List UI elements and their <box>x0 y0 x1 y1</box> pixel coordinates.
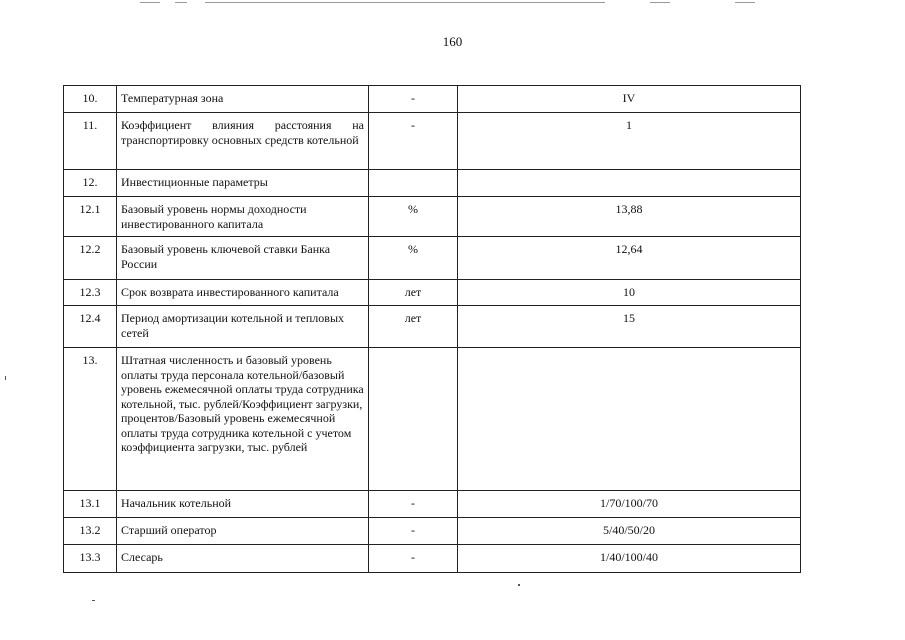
row-number: 13.1 <box>64 491 117 518</box>
scan-speck <box>518 584 520 586</box>
row-number: 12.3 <box>64 280 117 306</box>
row-number: 13. <box>64 348 117 491</box>
row-unit: - <box>369 518 458 545</box>
row-parameter: Базовый уровень нормы доходности инвестированного капитала <box>117 197 369 237</box>
row-number: 13.3 <box>64 545 117 573</box>
scan-rule <box>735 2 755 3</box>
scan-rule <box>140 2 160 3</box>
row-unit: лет <box>369 306 458 348</box>
scan-speck <box>5 376 6 380</box>
row-value: 10 <box>458 280 801 306</box>
table-row <box>64 306 801 348</box>
row-value: 15 <box>458 306 801 348</box>
row-number: 11. <box>64 113 117 170</box>
row-parameter: Слесарь <box>117 545 369 573</box>
table-row <box>64 491 801 518</box>
row-parameter: Срок возврата инвестированного капитала <box>117 280 369 306</box>
scan-rule <box>205 2 605 3</box>
row-value: 13,88 <box>458 197 801 237</box>
row-parameter: Коэффициент влияния расстояния на транспортировку основных средств котельной <box>117 113 369 170</box>
table-row <box>64 86 801 113</box>
row-value: 12,64 <box>458 237 801 280</box>
table-row <box>64 237 801 280</box>
row-unit: - <box>369 86 458 113</box>
row-parameter: Базовый уровень ключевой ставки Банка России <box>117 237 369 280</box>
row-number: 10. <box>64 86 117 113</box>
row-unit: - <box>369 545 458 573</box>
row-parameter: Старший оператор <box>117 518 369 545</box>
row-value: IV <box>458 86 801 113</box>
row-value: 1/40/100/40 <box>458 545 801 573</box>
table-row <box>64 348 801 491</box>
row-parameter: Инвестиционные параметры <box>117 170 369 197</box>
row-parameter: Штатная численность и базовый уровень оплаты труда персонала котельной/базовый уровень ежемесячной оплаты труда сотрудника котельной, тыс. рублей/Коэффициент загрузки, процентов/Базовый уровень ежемесячной оплаты труда сотрудника котельной с учетом коэффициента загрузки, тыс. рублей <box>117 348 369 491</box>
table-row <box>64 170 801 197</box>
table-row <box>64 545 801 573</box>
row-unit <box>369 348 458 491</box>
row-value: 5/40/50/20 <box>458 518 801 545</box>
row-value: 1/70/100/70 <box>458 491 801 518</box>
scan-rule <box>650 2 670 3</box>
table-row <box>64 197 801 237</box>
row-unit <box>369 170 458 197</box>
row-number: 12. <box>64 170 117 197</box>
page-number: 160 <box>442 34 463 49</box>
row-unit: % <box>369 197 458 237</box>
scan-rule <box>175 2 187 3</box>
row-value: 1 <box>458 113 801 170</box>
row-number: 13.2 <box>64 518 117 545</box>
row-number: 12.1 <box>64 197 117 237</box>
table-row <box>64 113 801 170</box>
table-row <box>64 518 801 545</box>
scan-speck <box>92 600 95 601</box>
parameters-table <box>63 85 801 573</box>
row-unit: % <box>369 237 458 280</box>
row-parameter: Начальник котельной <box>117 491 369 518</box>
row-parameter: Период амортизации котельной и тепловых сетей <box>117 306 369 348</box>
table-row <box>64 280 801 306</box>
row-value <box>458 170 801 197</box>
row-unit: - <box>369 491 458 518</box>
row-value <box>458 348 801 491</box>
row-number: 12.4 <box>64 306 117 348</box>
row-unit: - <box>369 113 458 170</box>
row-parameter: Температурная зона <box>117 86 369 113</box>
row-unit: лет <box>369 280 458 306</box>
row-number: 12.2 <box>64 237 117 280</box>
